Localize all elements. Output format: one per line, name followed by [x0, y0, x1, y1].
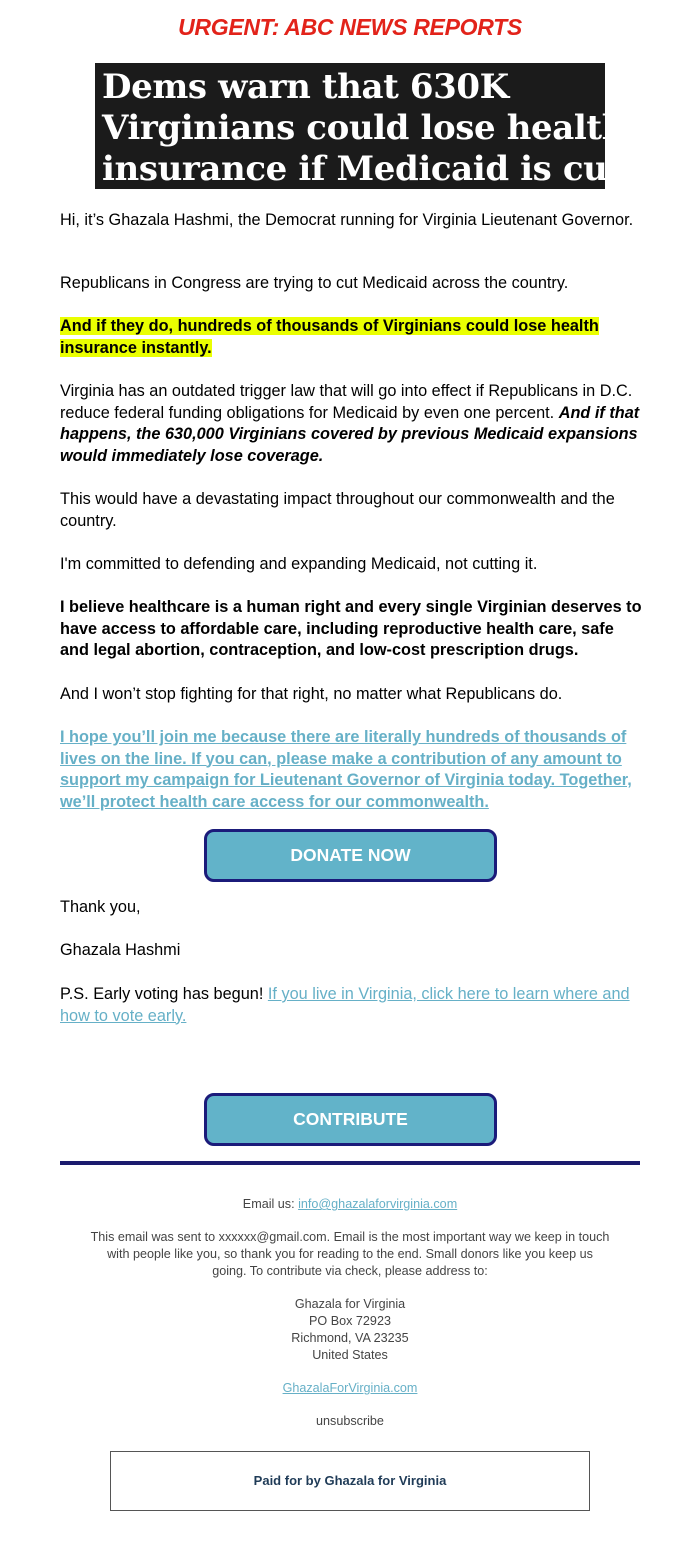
signature: Ghazala Hashmi [60, 941, 181, 959]
paid-for-disclaimer: Paid for by Ghazala for Virginia [110, 1451, 590, 1511]
footer-email-link[interactable]: info@ghazalaforvirginia.com [298, 1197, 458, 1211]
footer-email-label: Email us: [242, 1197, 299, 1211]
headline-line: Virginians could lose health [102, 108, 627, 148]
fighting-paragraph: And I won’t stop fighting for that right, no matter what Republicans do. [60, 685, 563, 703]
headline-line: Dems warn that 630K [102, 67, 509, 107]
highlighted-paragraph [60, 316, 645, 359]
healthcare-right-paragraph: I believe healthcare is a human right and every single Virginian deserves to have access to affordable care, including reproductive health care, safe and legal abortion, contraception, and low-cost prescription drugs. [60, 598, 642, 659]
early-voting-link[interactable]: If you live in Virginia, click here to learn where and how to vote early. [60, 985, 630, 1025]
donate-now-button[interactable]: DONATE NOW [204, 829, 497, 882]
highlighted-text: And if they do, hundreds of thousands of Virginians could lose health insurance instantly. [60, 317, 599, 357]
headline-line: insurance if Medicaid is cut [102, 149, 623, 189]
urgent-banner: URGENT: ABC NEWS REPORTS [178, 14, 522, 40]
contribute-button[interactable]: CONTRIBUTE [204, 1093, 497, 1146]
trigger-law-text: Virginia has an outdated trigger law that will go into effect if Republicans in D.C. reduce federal funding obligations for Medicaid by even one percent. [60, 382, 633, 422]
postscript [60, 984, 645, 1027]
footer-divider [60, 1161, 640, 1165]
trigger-law-paragraph [60, 381, 645, 467]
website-link[interactable]: GhazalaForVirginia.com [282, 1381, 418, 1395]
intro-paragraph: Hi, it’s Ghazala Hashmi, the Democrat running for Virginia Lieutenant Governor. [60, 211, 634, 229]
commitment-paragraph: I'm committed to defending and expanding Medicaid, not cutting it. [60, 555, 538, 573]
footer-email-line [0, 1196, 700, 1213]
appeal-paragraph [60, 727, 645, 813]
impact-paragraph: This would have a devastating impact throughout our commonwealth and the country. [60, 490, 615, 530]
address-line: Ghazala for Virginia [294, 1297, 406, 1311]
trigger-law-emphasis: And if that happens, the 630,000 Virginians covered by previous Medicaid expansions would immediately lose coverage. [60, 403, 640, 465]
footer-sent-notice: This email was sent to xxxxxx@gmail.com. Email is the most important way we keep in touch with people like you, so thank you for reading to the end. Small donors like you keep us going. To contribute via check, please address to: [90, 1230, 610, 1278]
closing-thanks: Thank you, [60, 898, 141, 916]
contribution-appeal-link[interactable]: I hope you’ll join me because there are literally hundreds of thousands of lives on the line. If you can, please make a contribution of any amount to support my campaign for Lieutenant Governor of Virginia today. Together, we’ll protect health care access for our commonwealth. [60, 728, 632, 811]
address-line: PO Box 72923 [309, 1314, 391, 1328]
mailing-address [0, 1296, 700, 1364]
postscript-text: P.S. Early voting has begun! [60, 985, 268, 1003]
medicaid-cut-paragraph: Republicans in Congress are trying to cut Medicaid across the country. [60, 274, 569, 292]
unsubscribe-link[interactable]: unsubscribe [316, 1414, 384, 1428]
headline-image [95, 63, 627, 189]
address-line: United States [312, 1348, 388, 1362]
address-line: Richmond, VA 23235 [291, 1331, 409, 1345]
footer-site [0, 1380, 700, 1397]
